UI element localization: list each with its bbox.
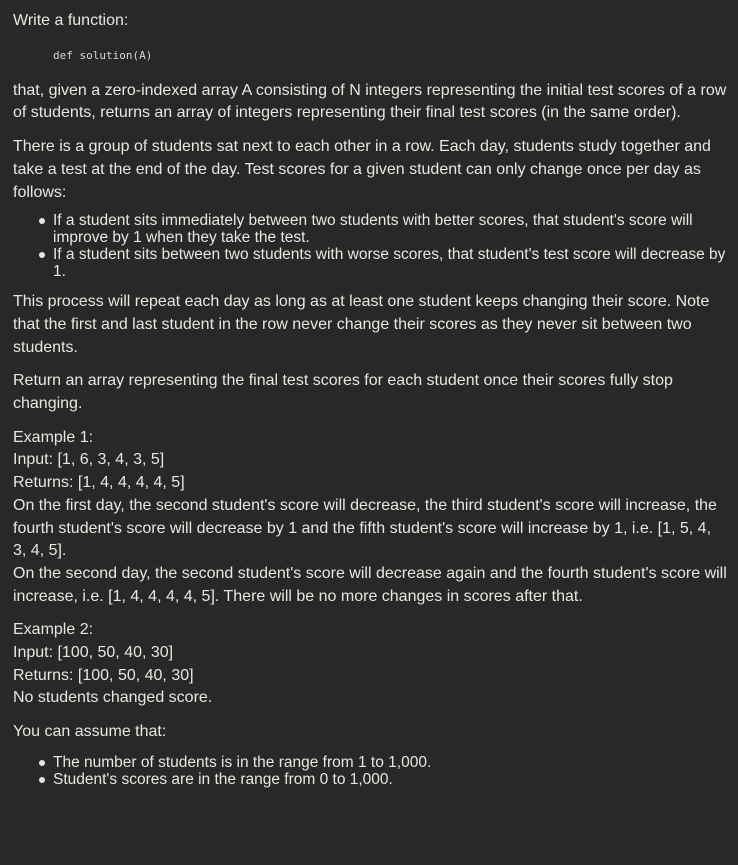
function-signature: def solution(A) — [53, 48, 153, 62]
constraint-item: Student's scores are in the range from 0 to 1,000. — [53, 771, 728, 788]
example-2-input: Input: [100, 50, 40, 30] — [13, 644, 174, 662]
rules-list — [13, 212, 728, 280]
constraints-list — [13, 754, 728, 788]
example-1-title: Example 1: — [13, 428, 94, 446]
example-1-explanation-day-1: On the first day, the second student's score will decrease, the third student's score will increase, the fourth student's score will decrease by 1 and the fifth student's score will increase by 1, i.e. [1, 5, 4, 3, 4, 5]. — [13, 496, 717, 560]
process-paragraph: This process will repeat each day as long as at least one student keeps changing their score. Note that the first and last student in the row never change their scores as they never sit between two students. — [13, 293, 710, 356]
rule-item: If a student sits immediately between two students with better scores, that student's score will improve by 1 when they take the test. — [53, 212, 728, 246]
description-paragraph: that, given a zero-indexed array A consisting of N integers representing the initial test scores of a row of students, returns an array of integers representing their final test scores (in the same order). — [13, 81, 727, 122]
example-2-returns: Returns: [100, 50, 40, 30] — [13, 666, 194, 684]
intro-text: Write a function: — [13, 12, 129, 29]
example-2-title: Example 2: — [13, 621, 94, 639]
return-paragraph: Return an array representing the final test scores for each student once their scores fully stop changing. — [13, 372, 673, 413]
example-1-input: Input: [1, 6, 3, 4, 3, 5] — [13, 451, 165, 469]
example-2 — [13, 619, 728, 710]
example-2-explanation: No students changed score. — [13, 689, 213, 707]
example-1-explanation-day-2: On the second day, the second student's score will decrease again and the fourth student's score will increase, i.e. [1, 4, 4, 4, 4, 5]. There will be no more changes in scores after that. — [13, 564, 727, 605]
rule-item: If a student sits between two students with worse scores, that student's test score will decrease by 1. — [53, 246, 728, 280]
constraint-item: The number of students is in the range from 1 to 1,000. — [53, 754, 728, 771]
example-1 — [13, 427, 728, 609]
assumptions-heading: You can assume that: — [13, 723, 167, 741]
example-1-returns: Returns: [1, 4, 4, 4, 4, 5] — [13, 474, 185, 492]
setup-paragraph: There is a group of students sat next to each other in a row. Each day, students study together and take a test at the end of the day. Test scores for a given student can only change once per day as follows: — [13, 138, 711, 201]
